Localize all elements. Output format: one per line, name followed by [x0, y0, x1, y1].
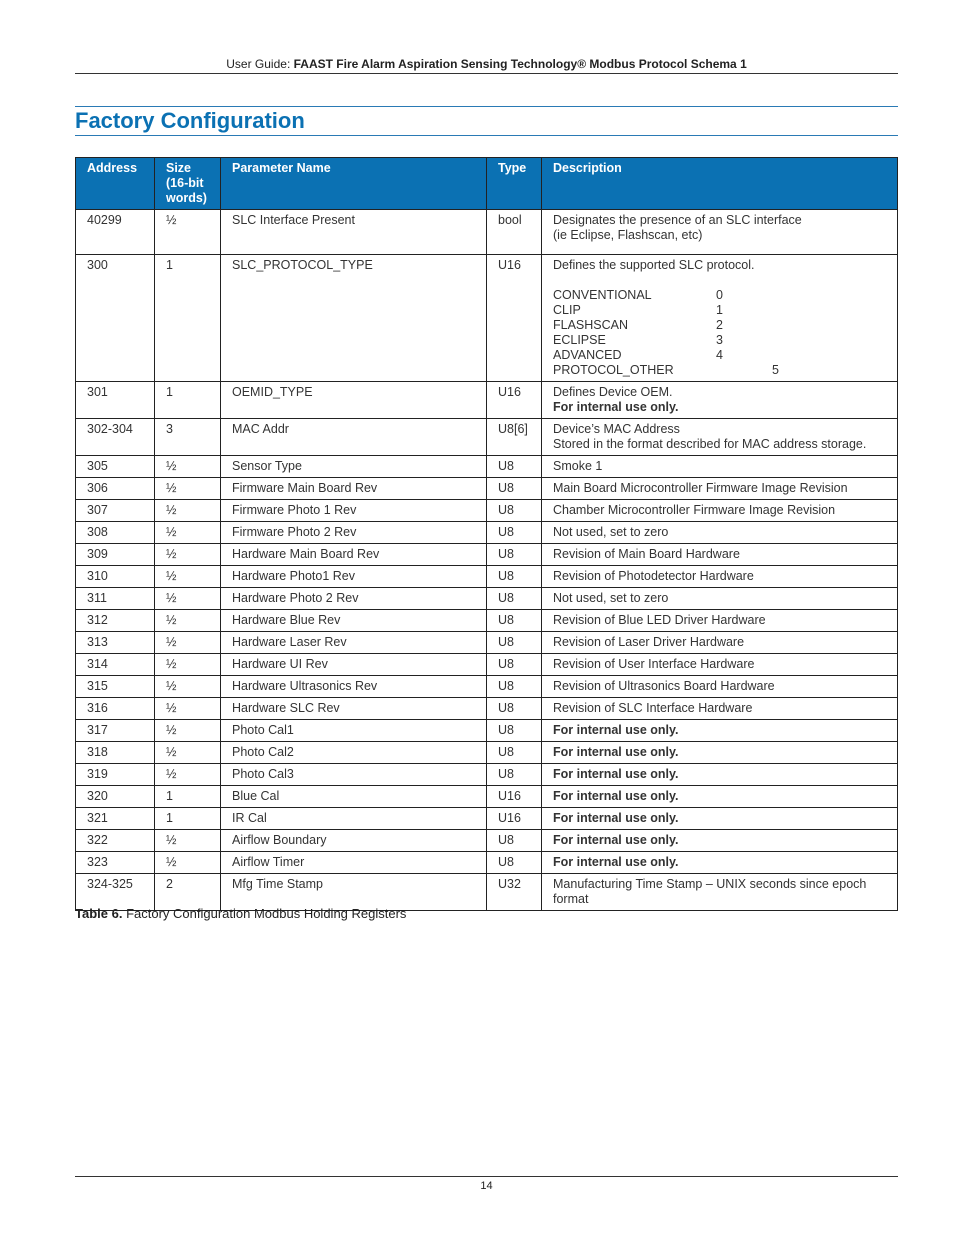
table-row [76, 255, 898, 382]
title-rule-bottom [75, 135, 898, 136]
cell-address: 300 [76, 255, 155, 382]
cell-parameter: Hardware Blue Rev [221, 610, 487, 632]
caption-label: Table 6. [75, 906, 123, 921]
cell-address: 318 [76, 742, 155, 764]
table-row [76, 478, 898, 500]
description-line-bold: For internal use only. [553, 400, 679, 414]
cell-type: U16 [487, 808, 542, 830]
column-header-size: Size (16-bit words) [155, 158, 221, 210]
cell-size: ½ [155, 456, 221, 478]
cell-type: U8 [487, 742, 542, 764]
cell-size: ½ [155, 544, 221, 566]
cell-description: For internal use only. [542, 720, 898, 742]
cell-type: bool [487, 210, 542, 255]
cell-size: ½ [155, 478, 221, 500]
table-row [76, 632, 898, 654]
cell-description: Smoke 1 [542, 456, 898, 478]
cell-size: 1 [155, 255, 221, 382]
slc-protocol-value: 0 [716, 288, 723, 302]
cell-description: Not used, set to zero [542, 522, 898, 544]
cell-type: U8 [487, 654, 542, 676]
cell-parameter: IR Cal [221, 808, 487, 830]
cell-type: U16 [487, 255, 542, 382]
cell-address: 312 [76, 610, 155, 632]
cell-type: U16 [487, 382, 542, 419]
slc-protocol-value: 5 [772, 363, 779, 377]
cell-parameter: Hardware UI Rev [221, 654, 487, 676]
cell-description: Chamber Microcontroller Firmware Image Revision [542, 500, 898, 522]
cell-parameter: Hardware Photo1 Rev [221, 566, 487, 588]
cell-description: Main Board Microcontroller Firmware Image Revision [542, 478, 898, 500]
slc-protocol-name: ECLIPSE [553, 333, 606, 347]
cell-size: ½ [155, 210, 221, 255]
slc-protocol-name: CLIP [553, 303, 581, 317]
slc-protocol-name: FLASHSCAN [553, 318, 629, 332]
table-row [76, 382, 898, 419]
cell-parameter: SLC Interface Present [221, 210, 487, 255]
cell-type: U16 [487, 786, 542, 808]
slc-protocol-value: 3 [716, 333, 723, 347]
cell-address: 316 [76, 698, 155, 720]
cell-address: 314 [76, 654, 155, 676]
column-header-address: Address [76, 158, 155, 210]
slc-protocol-item [553, 333, 886, 348]
cell-size: ½ [155, 654, 221, 676]
table-row [76, 522, 898, 544]
cell-type: U8 [487, 720, 542, 742]
cell-parameter: Hardware Main Board Rev [221, 544, 487, 566]
cell-size: ½ [155, 742, 221, 764]
header-rule [75, 73, 898, 74]
cell-description: Revision of User Interface Hardware [542, 654, 898, 676]
cell-address: 306 [76, 478, 155, 500]
cell-size: ½ [155, 852, 221, 874]
cell-address: 311 [76, 588, 155, 610]
cell-parameter: OEMID_TYPE [221, 382, 487, 419]
cell-parameter: Hardware Photo 2 Rev [221, 588, 487, 610]
description-line: (ie Eclipse, Flashscan, etc) [553, 228, 703, 242]
cell-description: For internal use only. [542, 786, 898, 808]
cell-size: 3 [155, 419, 221, 456]
header-prefix: User Guide: [226, 57, 294, 71]
description-line: Device’s MAC Address [553, 422, 680, 436]
slc-protocol-item [553, 348, 886, 363]
cell-description: Manufacturing Time Stamp – UNIX seconds since epoch format [542, 874, 898, 911]
cell-address: 323 [76, 852, 155, 874]
cell-address: 309 [76, 544, 155, 566]
cell-address: 313 [76, 632, 155, 654]
cell-address: 305 [76, 456, 155, 478]
table-row [76, 610, 898, 632]
cell-size: ½ [155, 676, 221, 698]
cell-address: 308 [76, 522, 155, 544]
table-row [76, 874, 898, 911]
table-row [76, 544, 898, 566]
table-row [76, 210, 898, 255]
cell-size: ½ [155, 566, 221, 588]
cell-type: U8 [487, 764, 542, 786]
cell-size: 1 [155, 382, 221, 419]
cell-size: ½ [155, 764, 221, 786]
column-header-description: Description [542, 158, 898, 210]
description-line: Defines Device OEM. [553, 385, 673, 399]
cell-parameter: Firmware Photo 2 Rev [221, 522, 487, 544]
cell-type: U8 [487, 632, 542, 654]
cell-size: ½ [155, 588, 221, 610]
table-row [76, 654, 898, 676]
slc-protocol-value: 2 [716, 318, 723, 332]
cell-size: ½ [155, 522, 221, 544]
cell-parameter: Photo Cal2 [221, 742, 487, 764]
cell-description [542, 255, 898, 382]
cell-parameter: Photo Cal3 [221, 764, 487, 786]
cell-description: Revision of SLC Interface Hardware [542, 698, 898, 720]
cell-description: For internal use only. [542, 764, 898, 786]
cell-type: U8[6] [487, 419, 542, 456]
slc-protocol-value: 4 [716, 348, 723, 362]
slc-protocol-item [553, 303, 886, 318]
cell-parameter: Firmware Photo 1 Rev [221, 500, 487, 522]
cell-address: 322 [76, 830, 155, 852]
cell-size: 2 [155, 874, 221, 911]
cell-size: ½ [155, 698, 221, 720]
cell-parameter: Hardware Ultrasonics Rev [221, 676, 487, 698]
cell-size: ½ [155, 610, 221, 632]
description-line: Stored in the format described for MAC address storage. [553, 437, 867, 451]
cell-address: 317 [76, 720, 155, 742]
table-header-row [76, 158, 898, 210]
cell-size: ½ [155, 830, 221, 852]
cell-address: 319 [76, 764, 155, 786]
slc-protocol-name: CONVENTIONAL [553, 288, 652, 302]
table-row [76, 764, 898, 786]
cell-address: 320 [76, 786, 155, 808]
cell-address: 324-325 [76, 874, 155, 911]
cell-description: For internal use only. [542, 808, 898, 830]
cell-parameter: SLC_PROTOCOL_TYPE [221, 255, 487, 382]
cell-description [542, 419, 898, 456]
cell-parameter: Airflow Boundary [221, 830, 487, 852]
cell-address: 315 [76, 676, 155, 698]
cell-size: 1 [155, 808, 221, 830]
cell-description: Revision of Laser Driver Hardware [542, 632, 898, 654]
slc-protocol-item [553, 318, 886, 333]
slc-protocol-item [553, 363, 886, 378]
cell-description: Revision of Main Board Hardware [542, 544, 898, 566]
cell-description [542, 382, 898, 419]
cell-size: ½ [155, 720, 221, 742]
cell-type: U8 [487, 544, 542, 566]
header-document-title: FAAST Fire Alarm Aspiration Sensing Technology® Modbus Protocol Schema 1 [293, 57, 747, 71]
cell-address: 40299 [76, 210, 155, 255]
cell-type: U8 [487, 610, 542, 632]
table-row [76, 830, 898, 852]
cell-size: ½ [155, 500, 221, 522]
cell-size: 1 [155, 786, 221, 808]
slc-protocol-name: ADVANCED [553, 348, 622, 362]
cell-type: U8 [487, 588, 542, 610]
cell-description: For internal use only. [542, 742, 898, 764]
cell-type: U8 [487, 566, 542, 588]
cell-parameter: Firmware Main Board Rev [221, 478, 487, 500]
table-row [76, 566, 898, 588]
cell-description: Not used, set to zero [542, 588, 898, 610]
cell-parameter: MAC Addr [221, 419, 487, 456]
cell-address: 307 [76, 500, 155, 522]
description-line: Designates the presence of an SLC interface [553, 213, 802, 227]
table-row [76, 786, 898, 808]
register-table [75, 157, 898, 911]
table-row [76, 720, 898, 742]
caption-text: Factory Configuration Modbus Holding Registers [122, 906, 407, 921]
cell-description: Revision of Blue LED Driver Hardware [542, 610, 898, 632]
cell-type: U32 [487, 874, 542, 911]
footer-rule [75, 1176, 898, 1177]
slc-protocol-value: 1 [716, 303, 723, 317]
table-caption [75, 906, 406, 921]
cell-address: 302-304 [76, 419, 155, 456]
cell-address: 310 [76, 566, 155, 588]
cell-type: U8 [487, 852, 542, 874]
column-header-parameter: Parameter Name [221, 158, 487, 210]
cell-type: U8 [487, 478, 542, 500]
slc-protocol-item [553, 288, 886, 303]
table-row [76, 742, 898, 764]
cell-type: U8 [487, 522, 542, 544]
cell-type: U8 [487, 676, 542, 698]
table-row [76, 419, 898, 456]
cell-description [542, 210, 898, 255]
cell-description: For internal use only. [542, 830, 898, 852]
table-row [76, 676, 898, 698]
page-number: 14 [480, 1180, 493, 1192]
cell-parameter: Hardware SLC Rev [221, 698, 487, 720]
cell-type: U8 [487, 500, 542, 522]
table-row [76, 852, 898, 874]
column-header-type: Type [487, 158, 542, 210]
cell-parameter: Airflow Timer [221, 852, 487, 874]
description-line: Defines the supported SLC protocol. [553, 258, 755, 272]
cell-parameter: Photo Cal1 [221, 720, 487, 742]
cell-description: Revision of Ultrasonics Board Hardware [542, 676, 898, 698]
cell-parameter: Mfg Time Stamp [221, 874, 487, 911]
cell-size: ½ [155, 632, 221, 654]
table-row [76, 808, 898, 830]
slc-protocol-list [553, 288, 886, 378]
table-row [76, 588, 898, 610]
table-row [76, 456, 898, 478]
cell-type: U8 [487, 698, 542, 720]
cell-description: For internal use only. [542, 852, 898, 874]
running-header [75, 57, 898, 71]
slc-protocol-name: PROTOCOL_OTHER [553, 363, 674, 377]
table-row [76, 500, 898, 522]
cell-type: U8 [487, 456, 542, 478]
page-title: Factory Configuration [75, 108, 305, 133]
table-row [76, 698, 898, 720]
cell-parameter: Hardware Laser Rev [221, 632, 487, 654]
cell-address: 301 [76, 382, 155, 419]
cell-parameter: Sensor Type [221, 456, 487, 478]
cell-parameter: Blue Cal [221, 786, 487, 808]
cell-type: U8 [487, 830, 542, 852]
cell-address: 321 [76, 808, 155, 830]
cell-description: Revision of Photodetector Hardware [542, 566, 898, 588]
